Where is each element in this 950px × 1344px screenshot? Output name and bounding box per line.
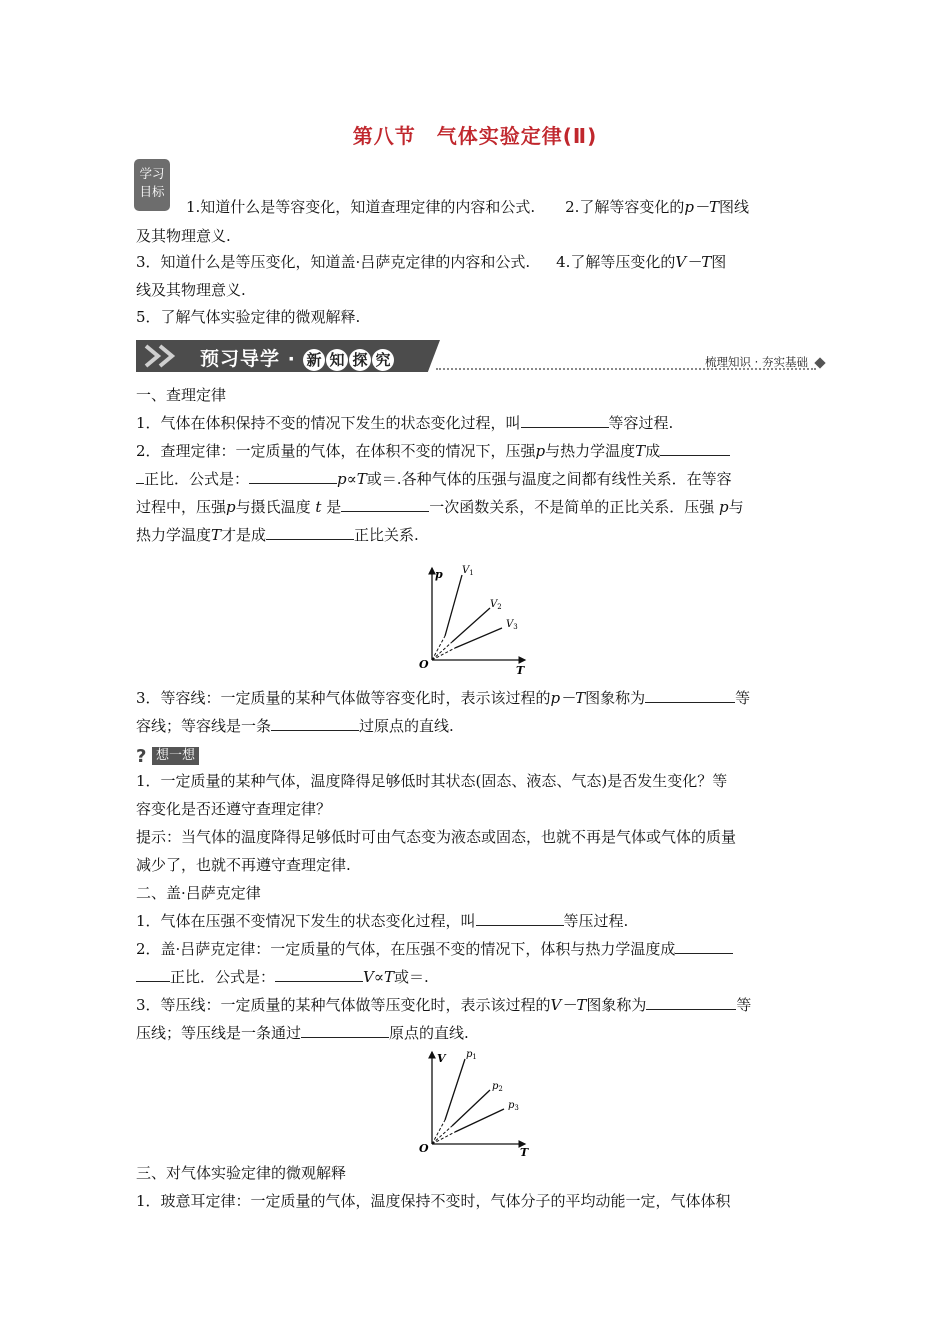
isobar-3 [455, 1109, 504, 1132]
objective-line-4: 线及其物理意义. [136, 281, 246, 299]
objective-2-suffix: 图线 [719, 198, 750, 216]
s1p4-text-4: 一次函数关系，不是简单的正比关系．压强 [429, 498, 715, 516]
x-axis-label: T [516, 664, 525, 677]
hint-line-1: 提示：当气体的温度降得足够低时可由气态变为液态或固态，也就不再是气体或气体的质量 [136, 828, 737, 846]
isochore-2 [452, 608, 490, 642]
section-3-para-1: 1．玻意耳定律：一定质量的气体，温度保持不变时，气体分子的平均动能一定，气体体积 [136, 1192, 731, 1210]
isobar-1 [445, 1059, 465, 1120]
line-2-label: $p_2$ [492, 1081, 503, 1093]
s2p4-text: 3．等压线：一定质量的某种气体做等压变化时，表示该过程的 [136, 996, 551, 1014]
isobar-2-extension [432, 1126, 452, 1144]
fill-blank[interactable] [660, 441, 730, 456]
hint-line-2: 减少了，也就不再遵守查理定律. [136, 856, 351, 874]
s1p6-text-3: 等 [735, 689, 751, 707]
section-3-heading: 三、对气体实验定律的微观解释 [136, 1164, 347, 1182]
objectives-badge [134, 159, 170, 211]
s2p5-text: 压线；等压线是一条通过 [136, 1024, 302, 1042]
fill-blank[interactable] [266, 525, 354, 540]
isochore-2-extension [432, 642, 452, 660]
symbol-p-T: p－T [550, 689, 586, 707]
objective-2-symbol: p－T [684, 198, 720, 216]
objective-4-suffix: 图 [711, 253, 727, 271]
x-axis-label: T [520, 1146, 529, 1159]
isobar-2 [452, 1090, 490, 1126]
objective-4-text: 4.了解等压变化的 [556, 253, 676, 271]
formula-p-prop-T: p∝T [337, 470, 367, 488]
s1p6-text: 3．等容线：一定质量的某种气体做等容变化时，表示该过程的 [136, 689, 551, 707]
section-2-para-4 [136, 995, 816, 1015]
section-1-para-5 [136, 525, 816, 545]
question-line-1: 1．一定质量的某种气体，温度降得足够低时其状态(固态、液态、气态)是否发生变化？等 [136, 772, 728, 790]
section-1-heading: 一、查理定律 [136, 386, 227, 404]
isochore-3 [455, 628, 502, 648]
s2p5-text-2: 原点的直线. [389, 1024, 469, 1042]
badge-line-2: 目标 [139, 184, 165, 199]
section-2-para-5 [136, 1023, 816, 1043]
y-axis-label: V [437, 1052, 446, 1065]
s2p1-text-2: 等压过程. [563, 912, 629, 930]
think-label: 想一想 [152, 747, 199, 765]
s2p4-text-3: 等 [736, 996, 752, 1014]
section-1-para-4 [136, 497, 816, 517]
isochore-1 [445, 575, 462, 636]
fill-blank[interactable] [476, 911, 564, 926]
s1p4-text-2: 与摄氏温度 [235, 498, 311, 516]
s1p3-text: 正比．公式是： [144, 470, 250, 488]
banner-char-3: 探 [349, 349, 371, 371]
s1p2-text: 2．查理定律：一定质量的气体，在体积不变的情况下，压强 [136, 442, 536, 460]
s1p6-text-2: 图象称为 [585, 689, 646, 707]
symbol-p: p [226, 498, 236, 516]
objective-line-3 [136, 252, 816, 272]
objective-line-1 [186, 197, 816, 217]
s1p4-text: 过程中，压强 [136, 498, 227, 516]
fill-blank[interactable] [249, 469, 337, 484]
objective-3-text: 3．知道什么是等压变化，知道盖·吕萨克定律的内容和公式. [136, 253, 531, 271]
banner-char-2: 知 [326, 349, 348, 371]
s2p3-text-2: 或＝. [394, 968, 429, 986]
double-chevron-icon [144, 344, 188, 368]
isochore-graph [410, 560, 540, 678]
s1p1-tail: 等容过程. [608, 414, 674, 432]
section-2-para-1 [136, 911, 816, 931]
banner-left-text: 预习导学 [200, 348, 281, 370]
s2p4-text-2: 图象称为 [586, 996, 647, 1014]
formula-V-prop-T: V∝T [363, 968, 395, 986]
s2p1-text: 1．气体在压强不变情况下发生的状态变化过程，叫 [136, 912, 476, 930]
symbol-t: t [315, 498, 322, 516]
section-2-para-3 [136, 967, 816, 987]
s1p2-text-3: 成 [645, 442, 661, 460]
fill-blank[interactable] [521, 413, 609, 428]
section-1-para-6 [136, 688, 816, 708]
objective-line-5: 5．了解气体实验定律的微观解释. [136, 308, 361, 326]
isobar-graph [410, 1044, 540, 1162]
section-1-para-3 [136, 469, 816, 489]
banner-char-4: 究 [372, 349, 394, 371]
s1p3-text-3: 各种气体的压强与温度之间都有线性关系．在等容 [401, 470, 732, 488]
symbol-p: p [535, 442, 546, 460]
objective-2-text: 2.了解等容变化的 [565, 198, 685, 216]
fill-blank[interactable] [301, 1023, 389, 1038]
s1p5-text: 热力学温度 [136, 526, 212, 544]
objective-1-text: 1.知道什么是等容变化，知道查理定律的内容和公式. [186, 198, 536, 216]
symbol-V-T: V－T [550, 996, 587, 1014]
banner-title [200, 344, 395, 371]
line-3-label: $p_3$ [508, 1100, 519, 1112]
fill-blank-continued[interactable] [136, 967, 170, 982]
fill-blank[interactable] [645, 688, 735, 703]
badge-line-1: 学习 [139, 166, 165, 181]
banner-dot: · [287, 348, 296, 370]
s1p5-text-2: 才是成 [221, 526, 267, 544]
s1p4-text-3: 是 [326, 498, 342, 516]
symbol-p: p [719, 498, 729, 516]
fill-blank[interactable] [646, 995, 736, 1010]
y-axis-label: p [435, 568, 443, 581]
section-1-para-7 [136, 716, 816, 736]
banner-char-1: 新 [303, 349, 325, 371]
s1p5-text-3: 正比关系. [354, 526, 419, 544]
symbol-T: T [635, 442, 646, 460]
symbol-T: T [211, 526, 222, 544]
section-1-para-1 [136, 413, 816, 433]
s1p7-text-2: 过原点的直线. [359, 717, 454, 735]
s1p7-text: 容线；等容线是一条 [136, 717, 272, 735]
line-2-label: $V_2$ [490, 599, 502, 611]
fill-blank[interactable] [271, 716, 359, 731]
section-banner [136, 340, 836, 374]
line-3-label: $V_3$ [506, 619, 518, 631]
fill-blank[interactable] [275, 967, 363, 982]
s1p3-text-2: 或＝. [366, 470, 402, 488]
question-mark-icon: ? [136, 746, 147, 767]
s2p2-text: 2．盖·吕萨克定律：一定质量的气体，在压强不变的情况下，体积与热力学温度成 [136, 940, 676, 958]
fill-blank[interactable] [675, 939, 733, 954]
section-2-heading: 二、盖·吕萨克定律 [136, 884, 261, 902]
s2p3-text: 正比．公式是： [170, 968, 276, 986]
origin-label: O [419, 658, 429, 671]
section-1-para-2 [136, 441, 816, 461]
page-title: 第八节 气体实验定律(Ⅱ) [352, 124, 598, 148]
origin-label: O [419, 1142, 429, 1155]
objective-4-symbol: V－T [675, 253, 712, 271]
line-1-label: $V_1$ [462, 565, 474, 577]
objective-line-2: 及其物理意义. [136, 227, 231, 245]
question-line-2: 容变化是否还遵守查理定律？ [136, 800, 332, 818]
line-1-label: $p_1$ [466, 1049, 477, 1061]
diamond-icon [814, 357, 825, 368]
banner-subtitle: 梳理知识 · 夯实基础 [705, 355, 808, 369]
s1p4-text-5: 与 [728, 498, 744, 516]
s1p2-text-2: 与热力学温度 [545, 442, 636, 460]
section-2-para-2 [136, 939, 816, 959]
fill-blank-continued[interactable] [136, 469, 144, 484]
s1p1-text: 1．气体在体积保持不变的情况下发生的状态变化过程，叫 [136, 414, 521, 432]
fill-blank[interactable] [341, 497, 429, 512]
